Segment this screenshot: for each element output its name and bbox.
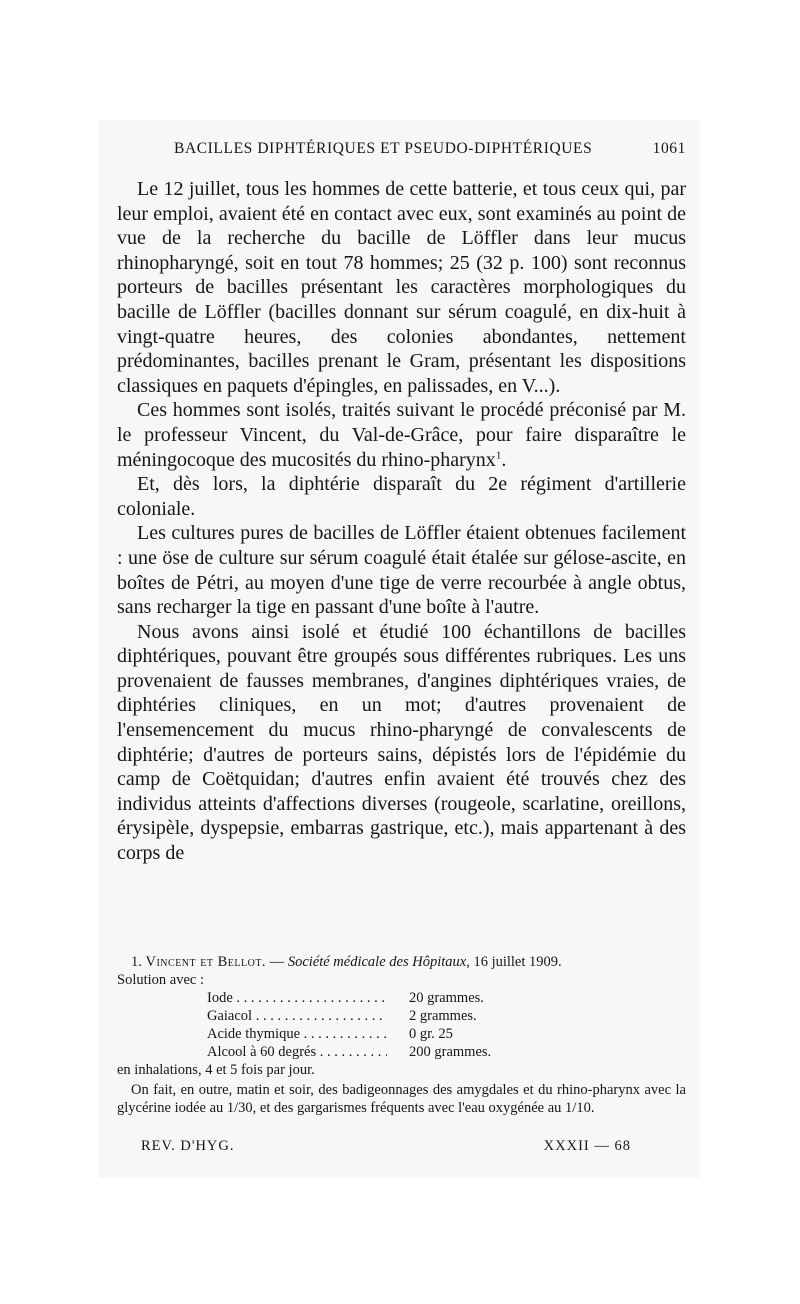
footnote-date: , 16 juillet 1909. [466, 954, 562, 970]
paragraph: Ces hommes sont isolés, traités suivant le procédé préconisé par M. le professeur Vincent, du Val-de-Grâce, pour faire disparaître le méningocoque des mucosités du rhino-pharynx$^1$. [117, 399, 686, 471]
running-title: BACILLES DIPHTÉRIQUES ET PSEUDO-DIPHTÉRIQUES [174, 140, 593, 157]
journal-abbreviation: REV. D'HYG. [141, 1138, 235, 1154]
footnotes [117, 953, 686, 1117]
footnote-citation [117, 953, 686, 971]
footnote-authors: Vincent et Bellot. [145, 954, 267, 970]
page-number: 1061 [652, 140, 686, 157]
signature-mark: XXXII — 68 [543, 1138, 631, 1154]
inhalation-note: en inhalations, 4 et 5 fois par jour. [117, 1062, 315, 1078]
footnote-marker: 1 [495, 448, 502, 461]
prescription-row [207, 1043, 627, 1061]
paragraph: Les cultures pures de bacilles de Löffler étaient obtenues facilement : une öse de culture sur sérum coagulé était étalée sur gélose-ascite, en boîtes de Pétri, au moyen d'une tige de verre recourbée à angle obtus, sans recharger la tige en passant d'une boîte à l'autre. [117, 522, 686, 619]
ingredient-quantity: 200 grammes. [409, 1044, 492, 1060]
prescription-row [207, 989, 627, 1007]
paragraph: Et, dès lors, la diphtérie disparaît du 2e régiment d'artillerie coloniale. [117, 473, 686, 520]
prescription-list [207, 989, 627, 1061]
ingredient-quantity: 20 grammes. [409, 990, 484, 1006]
additional-treatment-note: On fait, en outre, matin et soir, des badigeonnages des amygdales et du rhino-pharynx avec la glycérine iodée au 1/30, et des gargarismes fréquents avec l'eau oxygénée au 1/10. [117, 1082, 686, 1116]
paragraph: Nous avons ainsi isolé et étudié 100 échantillons de bacilles diphtériques, pouvant être groupés sous différentes rubriques. Les uns provenaient de fausses membranes, d'angines diphtériques vraies, de diphtéries cliniques, en un mot; d'autres provenaient de l'ensemencement du mucus rhino-pharyngé de convalescents de diphtérie; d'autres de porteurs sains, dépistés lors de l'épidémie du camp de Coëtquidan; d'autres enfin avaient été trouvés chez des individus atteints d'affections diverses (rougeole, scarlatine, oreillons, érysipèle, dyspepsie, embarras gastrique, etc.), mais appartenant à des corps de [117, 620, 686, 865]
ingredient-quantity: 2 grammes. [409, 1008, 477, 1024]
solution-label: Solution avec : [117, 972, 204, 988]
ingredient-name: Gaiacol . . . [207, 1007, 387, 1025]
ingredient-quantity: 0 gr. 25 [409, 1026, 453, 1042]
paragraph-text: Ces hommes sont isolés, traités suivant le procédé préconisé par M. le professeur Vincent, du Val-de-Grâce, pour faire disparaître le méningocoque des mucosités du rhino-pharynx [117, 399, 686, 471]
prescription-row [207, 1007, 627, 1025]
ingredient-name: Iode . . . [207, 989, 387, 1007]
footnote-number: 1. [131, 954, 142, 970]
body-text [117, 177, 686, 866]
prescription-row [207, 1025, 627, 1043]
ingredient-name: Acide thymique . . . [207, 1025, 387, 1043]
paragraph: Le 12 juillet, tous les hommes de cette batterie, et tous ceux qui, par leur emploi, avaient été en contact avec eux, sont examinés au point de vue de la recherche du bacille de Löffler dans leur mucus rhinopharyngé, soit en tout 78 hommes; 25 (32 p. 100) sont reconnus porteurs de bacilles présentant les caractères morphologiques du bacille de Löffler (bacilles donnant sur sérum coagulé, en dix-huit à vingt-quatre heures, des colonies abondantes, nettement prédominantes, bacilles prenant le Gram, présentant les dispositions classiques en paquets d'épingles, en palissades, en V...). [117, 178, 686, 397]
ingredient-name: Alcool à 60 degrés . . . [207, 1043, 387, 1061]
footnote-source: Société médicale des Hôpitaux [287, 954, 467, 970]
footnote-dash: — [266, 954, 288, 970]
footnote-separator [317, 946, 437, 947]
